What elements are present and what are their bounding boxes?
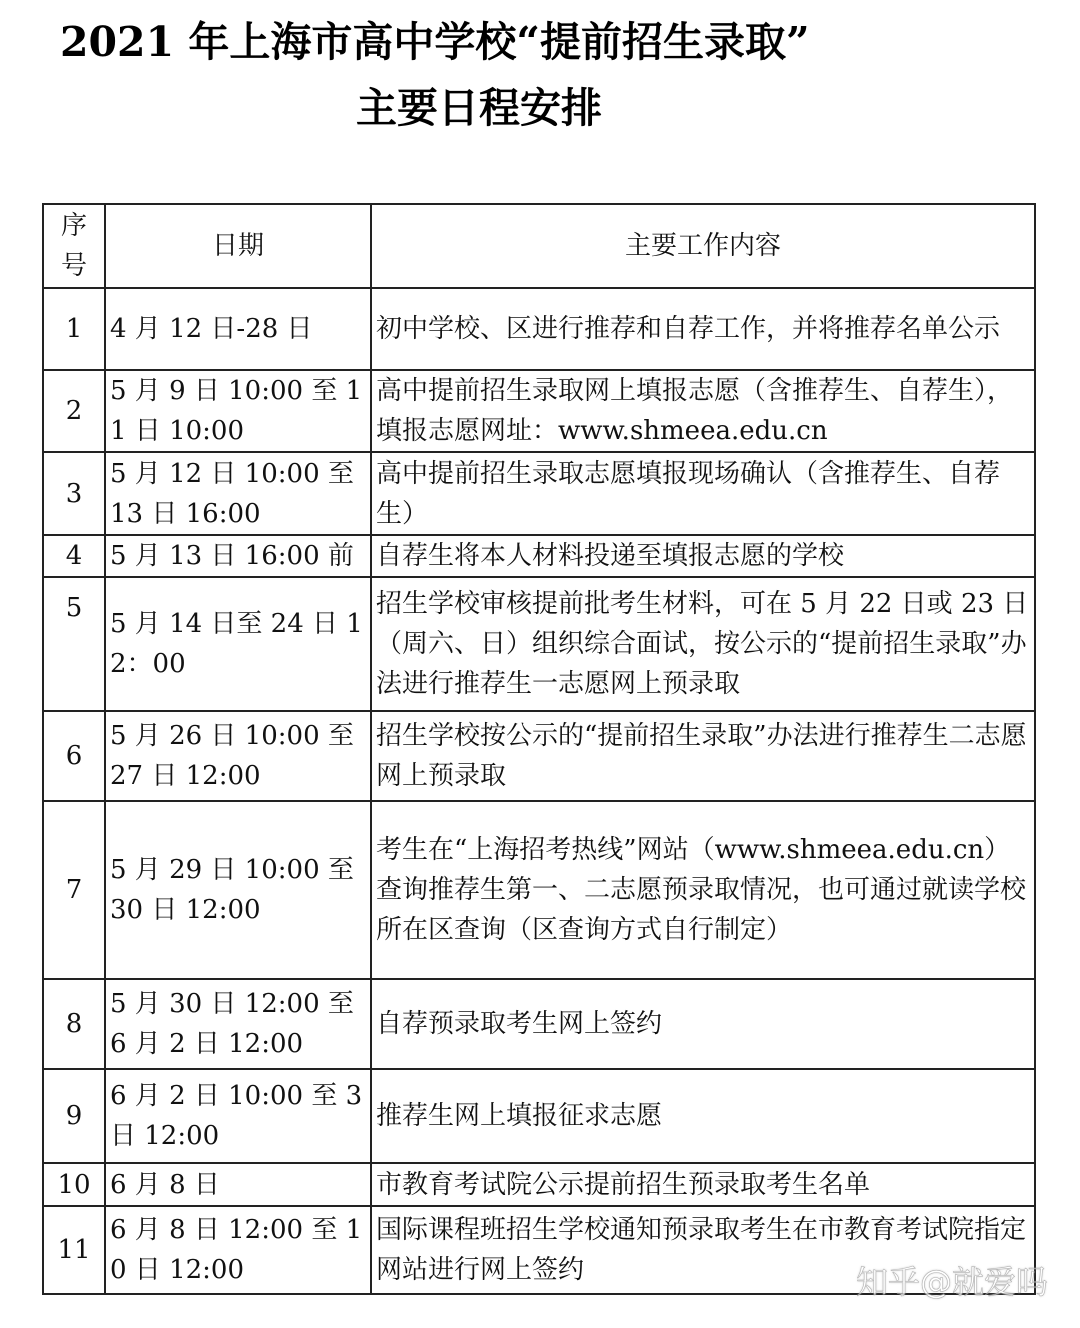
row-no: 2 <box>43 370 105 452</box>
row-task: 推荐生网上填报征求志愿 <box>371 1069 1035 1163</box>
table-row <box>43 535 1035 577</box>
row-no: 6 <box>43 711 105 801</box>
table-header-row <box>43 204 1035 288</box>
row-date: 5 月 12 日 10:00 至 13 日 16:00 <box>105 452 371 535</box>
header-date: 日期 <box>105 204 371 288</box>
row-no: 11 <box>43 1206 105 1294</box>
table-row <box>43 801 1035 979</box>
row-date: 4 月 12 日-28 日 <box>105 288 371 370</box>
table-row <box>43 1069 1035 1163</box>
row-task: 市教育考试院公示提前招生预录取考生名单 <box>371 1163 1035 1206</box>
table-row <box>43 711 1035 801</box>
row-task: 自荐预录取考生网上签约 <box>371 979 1035 1069</box>
row-date: 5 月 13 日 16:00 前 <box>105 535 371 577</box>
row-no: 9 <box>43 1069 105 1163</box>
row-date: 6 月 2 日 10:00 至 3 日 12:00 <box>105 1069 371 1163</box>
table-row <box>43 370 1035 452</box>
row-date: 5 月 29 日 10:00 至 30 日 12:00 <box>105 801 371 979</box>
row-no: 3 <box>43 452 105 535</box>
row-date: 5 月 9 日 10:00 至 11 日 10:00 <box>105 370 371 452</box>
row-date: 5 月 14 日至 24 日 12：00 <box>105 577 371 711</box>
row-date: 6 月 8 日 <box>105 1163 371 1206</box>
row-date: 5 月 26 日 10:00 至 27 日 12:00 <box>105 711 371 801</box>
row-no: 7 <box>43 801 105 979</box>
row-task: 自荐生将本人材料投递至填报志愿的学校 <box>371 535 1035 577</box>
watermark-text: 知乎@就爱吗 <box>856 1263 1049 1301</box>
table-row <box>43 577 1035 711</box>
row-task: 高中提前招生录取志愿填报现场确认（含推荐生、自荐生） <box>371 452 1035 535</box>
row-no: 8 <box>43 979 105 1069</box>
row-task: 国际课程班招生学校通知预录取考生在市教育考试院指定网站进行网上签约 <box>371 1206 1035 1294</box>
header-task: 主要工作内容 <box>371 204 1035 288</box>
header-no-line-1: 序 <box>60 211 87 241</box>
table-row <box>43 452 1035 535</box>
row-task: 招生学校按公示的“提前招生录取”办法进行推荐生二志愿网上预录取 <box>371 711 1035 801</box>
row-no: 4 <box>43 535 105 577</box>
document-title-line-1: 2021 年上海市高中学校“提前招生录取” <box>60 18 810 66</box>
row-no: 10 <box>43 1163 105 1206</box>
header-no-line-2: 号 <box>60 251 87 281</box>
row-no: 1 <box>43 288 105 370</box>
row-task: 高中提前招生录取网上填报志愿（含推荐生、自荐生），填报志愿网址：www.shmeea.edu.cn <box>371 370 1035 452</box>
table-row <box>43 979 1035 1069</box>
document-title-line-2: 主要日程安排 <box>356 84 602 132</box>
table-row <box>43 1163 1035 1206</box>
row-task: 初中学校、区进行推荐和自荐工作，并将推荐名单公示 <box>371 288 1035 370</box>
row-task: 考生在“上海招考热线”网站（www.shmeea.edu.cn）查询推荐生第一、二志愿预录取情况，也可通过就读学校所在区查询（区查询方式自行制定） <box>371 801 1035 979</box>
row-task: 招生学校审核提前批考生材料，可在 5 月 22 日或 23 日（周六、日）组织综合面试，按公示的“提前招生录取”办法进行推荐生一志愿网上预录取 <box>371 577 1035 711</box>
table-row <box>43 288 1035 370</box>
row-date: 6 月 8 日 12:00 至 10 日 12:00 <box>105 1206 371 1294</box>
schedule-table <box>42 203 1036 1295</box>
row-no: 5 <box>43 577 105 711</box>
header-no <box>43 204 105 288</box>
row-date: 5 月 30 日 12:00 至 6 月 2 日 12:00 <box>105 979 371 1069</box>
